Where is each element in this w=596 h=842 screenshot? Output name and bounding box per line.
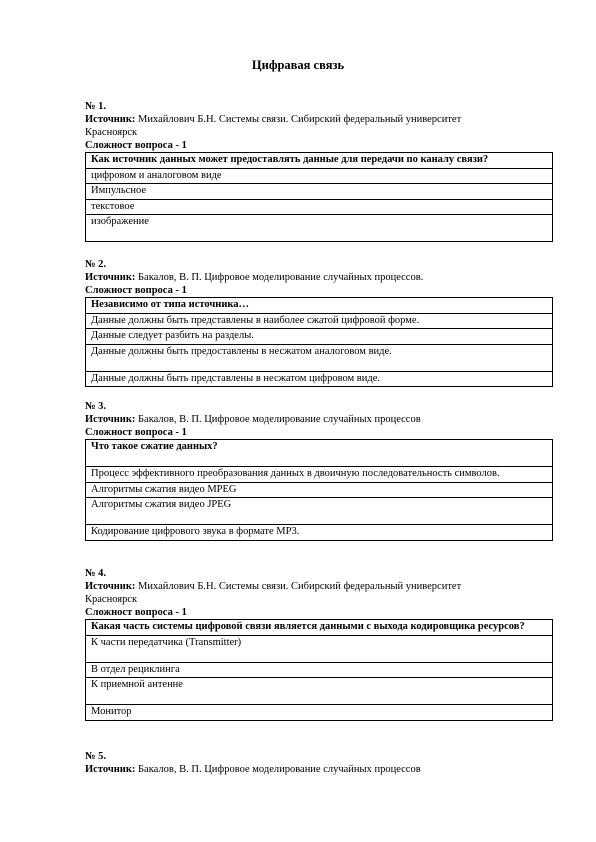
source-label: Источник: bbox=[85, 764, 136, 775]
option-item: Данные должны быть предоставлены в несжатом аналоговом виде. bbox=[86, 344, 553, 371]
source-label: Источник: bbox=[85, 581, 136, 592]
question-block-1 bbox=[85, 100, 555, 242]
question-block-4 bbox=[85, 567, 555, 721]
question-text: Какая часть системы цифровой связи является данными с выхода кодировщика ресурсов? bbox=[86, 620, 553, 636]
question-number: № 4. bbox=[85, 568, 107, 579]
question-source bbox=[85, 271, 555, 284]
option-item: Алгоритмы сжатия видео MPEG bbox=[86, 482, 553, 498]
option-item: В отдел рециклинга bbox=[86, 662, 553, 678]
source-text: Михайлович Б.Н. Системы связи. Сибирский федеральный университет bbox=[138, 114, 462, 125]
option-item: изображение bbox=[86, 215, 553, 242]
question-block-5 bbox=[85, 750, 555, 776]
complexity-label: Сложност вопроса - 1 bbox=[85, 427, 187, 438]
page-title: Цифравая связь bbox=[251, 58, 345, 72]
question-number: № 1. bbox=[85, 101, 107, 112]
source-label: Источник: bbox=[85, 272, 136, 283]
complexity-label: Сложност вопроса - 1 bbox=[85, 140, 187, 151]
option-item: текстовое bbox=[86, 199, 553, 215]
option-item: Кодирование цифрового звука в формате MP3. bbox=[86, 525, 553, 541]
source-text: Бакалов, В. П. Цифровое моделирование случайных процессов bbox=[138, 414, 421, 425]
option-item: Алгоритмы сжатия видео JPEG bbox=[86, 498, 553, 525]
question-block-3 bbox=[85, 400, 555, 541]
option-item: цифровом и аналоговом виде bbox=[86, 168, 553, 184]
question-text: Независимо от типа источника… bbox=[86, 298, 553, 314]
option-item: Данные должны быть представлены в наиболее сжатой цифровой форме. bbox=[86, 313, 553, 329]
option-item: Импульсное bbox=[86, 184, 553, 200]
source-label: Источник: bbox=[85, 414, 136, 425]
option-item: К приемной антенне bbox=[86, 678, 553, 705]
option-item: К части передатчика (Transmitter) bbox=[86, 635, 553, 662]
source-text: Бакалов, В. П. Цифровое моделирование случайных процессов. bbox=[138, 272, 424, 283]
option-item: Данные следует разбить на разделы. bbox=[86, 329, 553, 345]
source-text: Бакалов, В. П. Цифровое моделирование случайных процессов bbox=[138, 764, 421, 775]
complexity-label: Сложност вопроса - 1 bbox=[85, 285, 187, 296]
question-text: Что такое сжатие данных? bbox=[86, 440, 553, 467]
options-table bbox=[85, 619, 553, 721]
question-text: Как источник данных может предоставлять данные для передачи по каналу связи? bbox=[86, 153, 553, 169]
option-item: Процесс эффективного преобразования данных в двоичную последовательность символов. bbox=[86, 467, 553, 483]
source-label: Источник: bbox=[85, 114, 136, 125]
question-source bbox=[85, 763, 555, 776]
question-number: № 3. bbox=[85, 401, 107, 412]
complexity-label: Сложност вопроса - 1 bbox=[85, 607, 187, 618]
option-item: Данные должны быть представлены в несжатом цифровом виде. bbox=[86, 371, 553, 387]
source-text: Михайлович Б.Н. Системы связи. Сибирский федеральный университет bbox=[138, 581, 462, 592]
source-text-cont: Красноярск bbox=[85, 127, 138, 138]
source-text-cont: Красноярск bbox=[85, 594, 138, 605]
options-table bbox=[85, 439, 553, 541]
question-source bbox=[85, 413, 555, 426]
question-number: № 5. bbox=[85, 751, 107, 762]
question-number: № 2. bbox=[85, 259, 107, 270]
options-table bbox=[85, 297, 553, 387]
question-source bbox=[85, 580, 555, 593]
question-block-2 bbox=[85, 258, 555, 387]
options-table bbox=[85, 152, 553, 242]
option-item: Монитор bbox=[86, 705, 553, 721]
question-source bbox=[85, 113, 555, 126]
